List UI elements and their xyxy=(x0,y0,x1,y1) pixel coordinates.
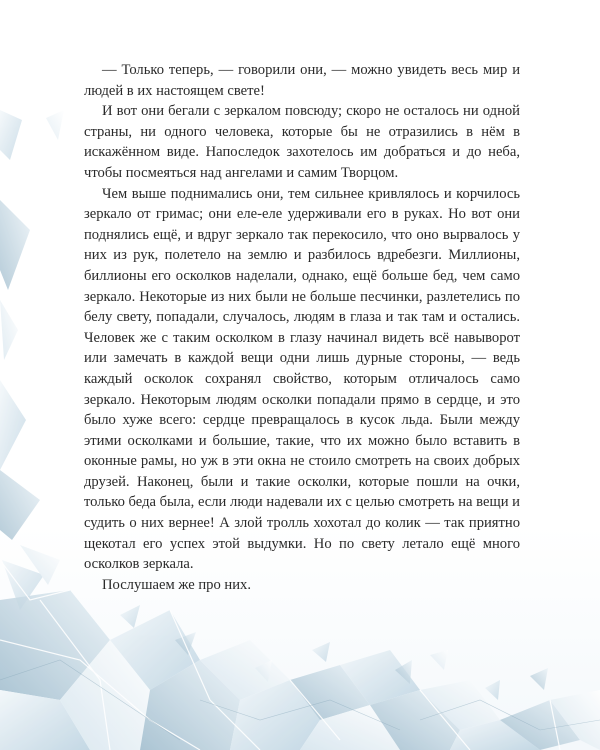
paragraph-4: Послушаем же про них. xyxy=(102,576,251,593)
left-edge-shards xyxy=(0,110,60,610)
story-text xyxy=(84,60,520,595)
paragraph-1: — Только теперь, — говорили они, — можно увидеть весь мир и людей в их настоящем свете! xyxy=(84,62,520,99)
paragraph-2: И вот они бегали с зеркалом повсюду; скоро не осталось ни одной страны, ни одного человека, которые бы не отразились в нём в искажённом виде. Напоследок захотелось им добраться и до неба, чтобы посмеяться над ангелами и самим Творцом. xyxy=(84,103,520,181)
paragraph-3: Чем выше поднимались они, тем сильнее кривлялось и корчилось зеркало от гримас; они еле-еле удерживали его в руках. Но вот они поднялись ещё, и вдруг зеркало так перекосило, что оно вырвалось у них из рук, полетело на землю и разбилось вдребезги. Миллионы, биллионы его осколков наделали, однако, ещё больше бед, чем само зеркало. Некоторые из них были не больше песчинки, разлетелись по белу свету, попадали, случалось, людям в глаза и так там и остались. Человек же с таким осколком в глазу начинал видеть всё навыворот или замечать в каждой вещи одни лишь дурные стороны, — ведь каждый осколок сохранял свойство, которым отличалось само зеркало. Некоторым людям осколки попадали прямо в сердце, и это было хуже всего: сердце превращалось в кусок льда. Были между этими осколками и большие, такие, что их можно было вставить в оконные рамы, но уж в эти окна не стоило смотреть на своих добрых друзей. Наконец, были и такие осколки, которые пошли на очки, только беда была, если люди надевали их с целью смотреть на вещи и судить о них вернее! А злой тролль хохотал до колик — так приятно щекотал его успех этой выдумки. Но по свету летало ещё много осколков зеркала. xyxy=(84,185,520,573)
bottom-ice-field xyxy=(0,590,600,750)
floating-shard xyxy=(46,110,64,140)
